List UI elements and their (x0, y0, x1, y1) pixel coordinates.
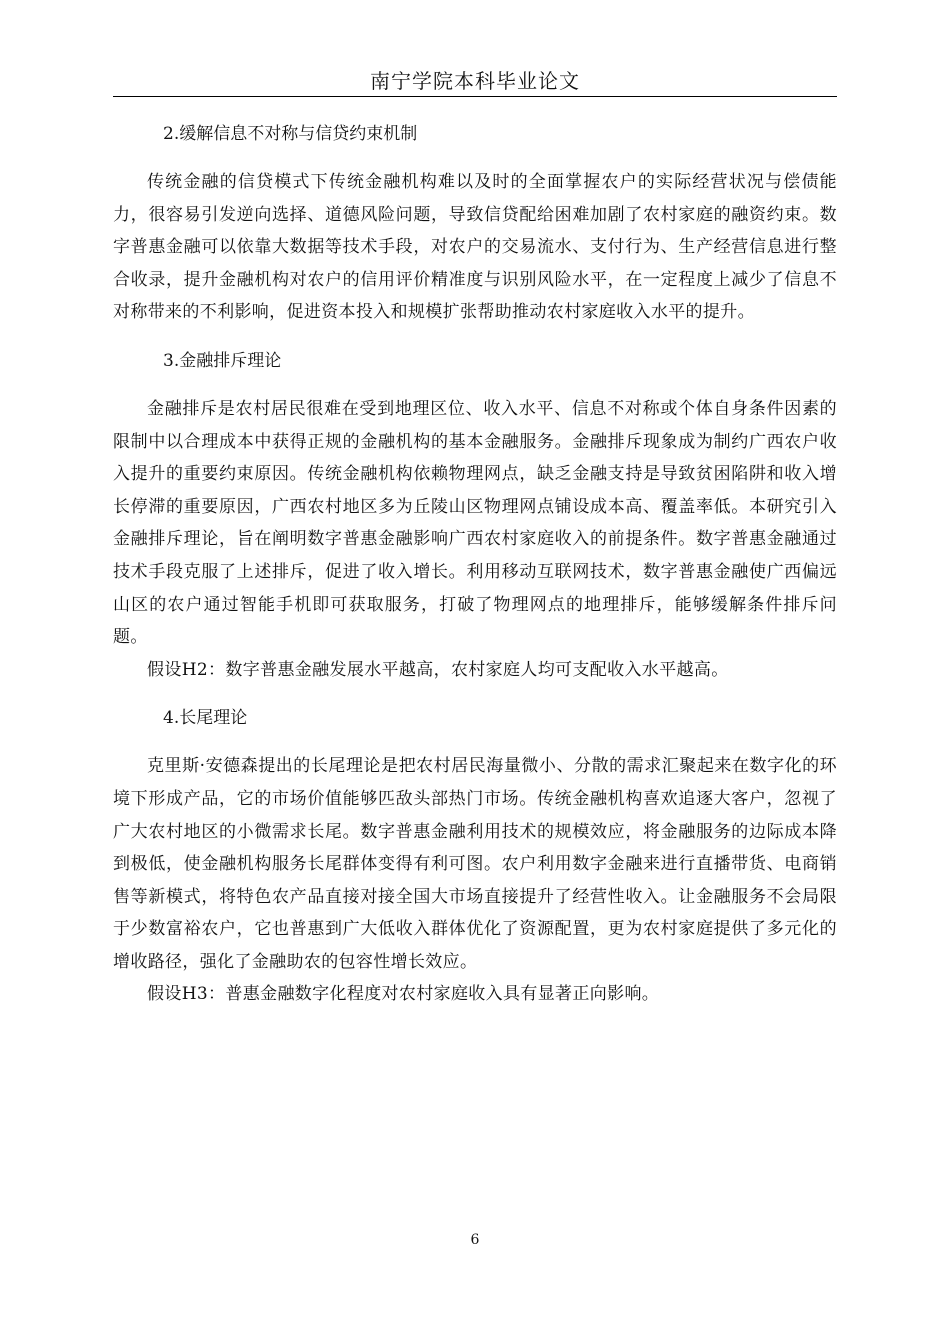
hypothesis-paragraph: 假设H2：数字普惠金融发展水平越高，农村家庭人均可支配收入水平越高。 (147, 659, 729, 680)
body-paragraph: 克里斯·安德森提出的长尾理论是把农村居民海量微小、分散的需求汇聚起来在数字化的环境下形成产品，它的市场价值能够匹敌头部热门市场。传统金融机构喜欢追逐大客户，忽视了广大农村地区的小微需求长尾。数字普惠金融利用技术的规模效应，将金融服务的边际成本降到极低，使金融机构服务长尾群体变得有利可图。农户利用数字金融来进行直播带货、电商销售等新模式，将特色农产品直接对接全国大市场直接提升了经营性收入。让金融服务不会局限于少数富裕农户，它也普惠到广大低收入群体优化了资源配置，更为农村家庭提供了多元化的增收路径，强化了金融助农的包容性增长效应。 (113, 756, 837, 972)
page-header (113, 66, 837, 97)
hypothesis-paragraph: 假设H3：普惠金融数字化程度对农村家庭收入具有显著正向影响。 (147, 984, 660, 1005)
document-body (113, 118, 837, 1011)
page-number: 6 (470, 1232, 480, 1248)
body-paragraph: 传统金融的信贷模式下传统金融机构难以及时的全面掌握农户的实际经营状况与偿债能力，很容易引发逆向选择、道德风险问题，导致信贷配给困难加剧了农村家庭的融资约束。数字普惠金融可以依靠大数据等技术手段，对农户的交易流水、支付行为、生产经营信息进行整合收录，提升金融机构对农户的信用评价精准度与识别风险水平，在一定程度上减少了信息不对称带来的不利影响，促进资本投入和规模扩张帮助推动农村家庭收入水平的提升。 (113, 172, 837, 323)
header-title: 南宁学院本科毕业论文 (370, 69, 580, 93)
section-heading: 4.长尾理论 (163, 708, 248, 729)
body-paragraph: 金融排斥是农村居民很难在受到地理区位、收入水平、信息不对称或个体自身条件因素的限制中以合理成本中获得正规的金融机构的基本金融服务。金融排斥现象成为制约广西农户收入提升的重要约束原因。传统金融机构依赖物理网点，缺乏金融支持是导致贫困陷阱和收入增长停滞的重要原因，广西农村地区多为丘陵山区物理网点铺设成本高、覆盖率低。本研究引入金融排斥理论，旨在阐明数字普惠金融影响广西农村家庭收入的前提条件。数字普惠金融通过技术手段克服了上述排斥，促进了收入增长。利用移动互联网技术，数字普惠金融使广西偏远山区的农户通过智能手机即可获取服务，打破了物理网点的地理排斥，能够缓解条件排斥问题。 (113, 398, 837, 648)
section-heading: 3.金融排斥理论 (163, 350, 282, 371)
section-heading: 2.缓解信息不对称与信贷约束机制 (163, 124, 418, 144)
